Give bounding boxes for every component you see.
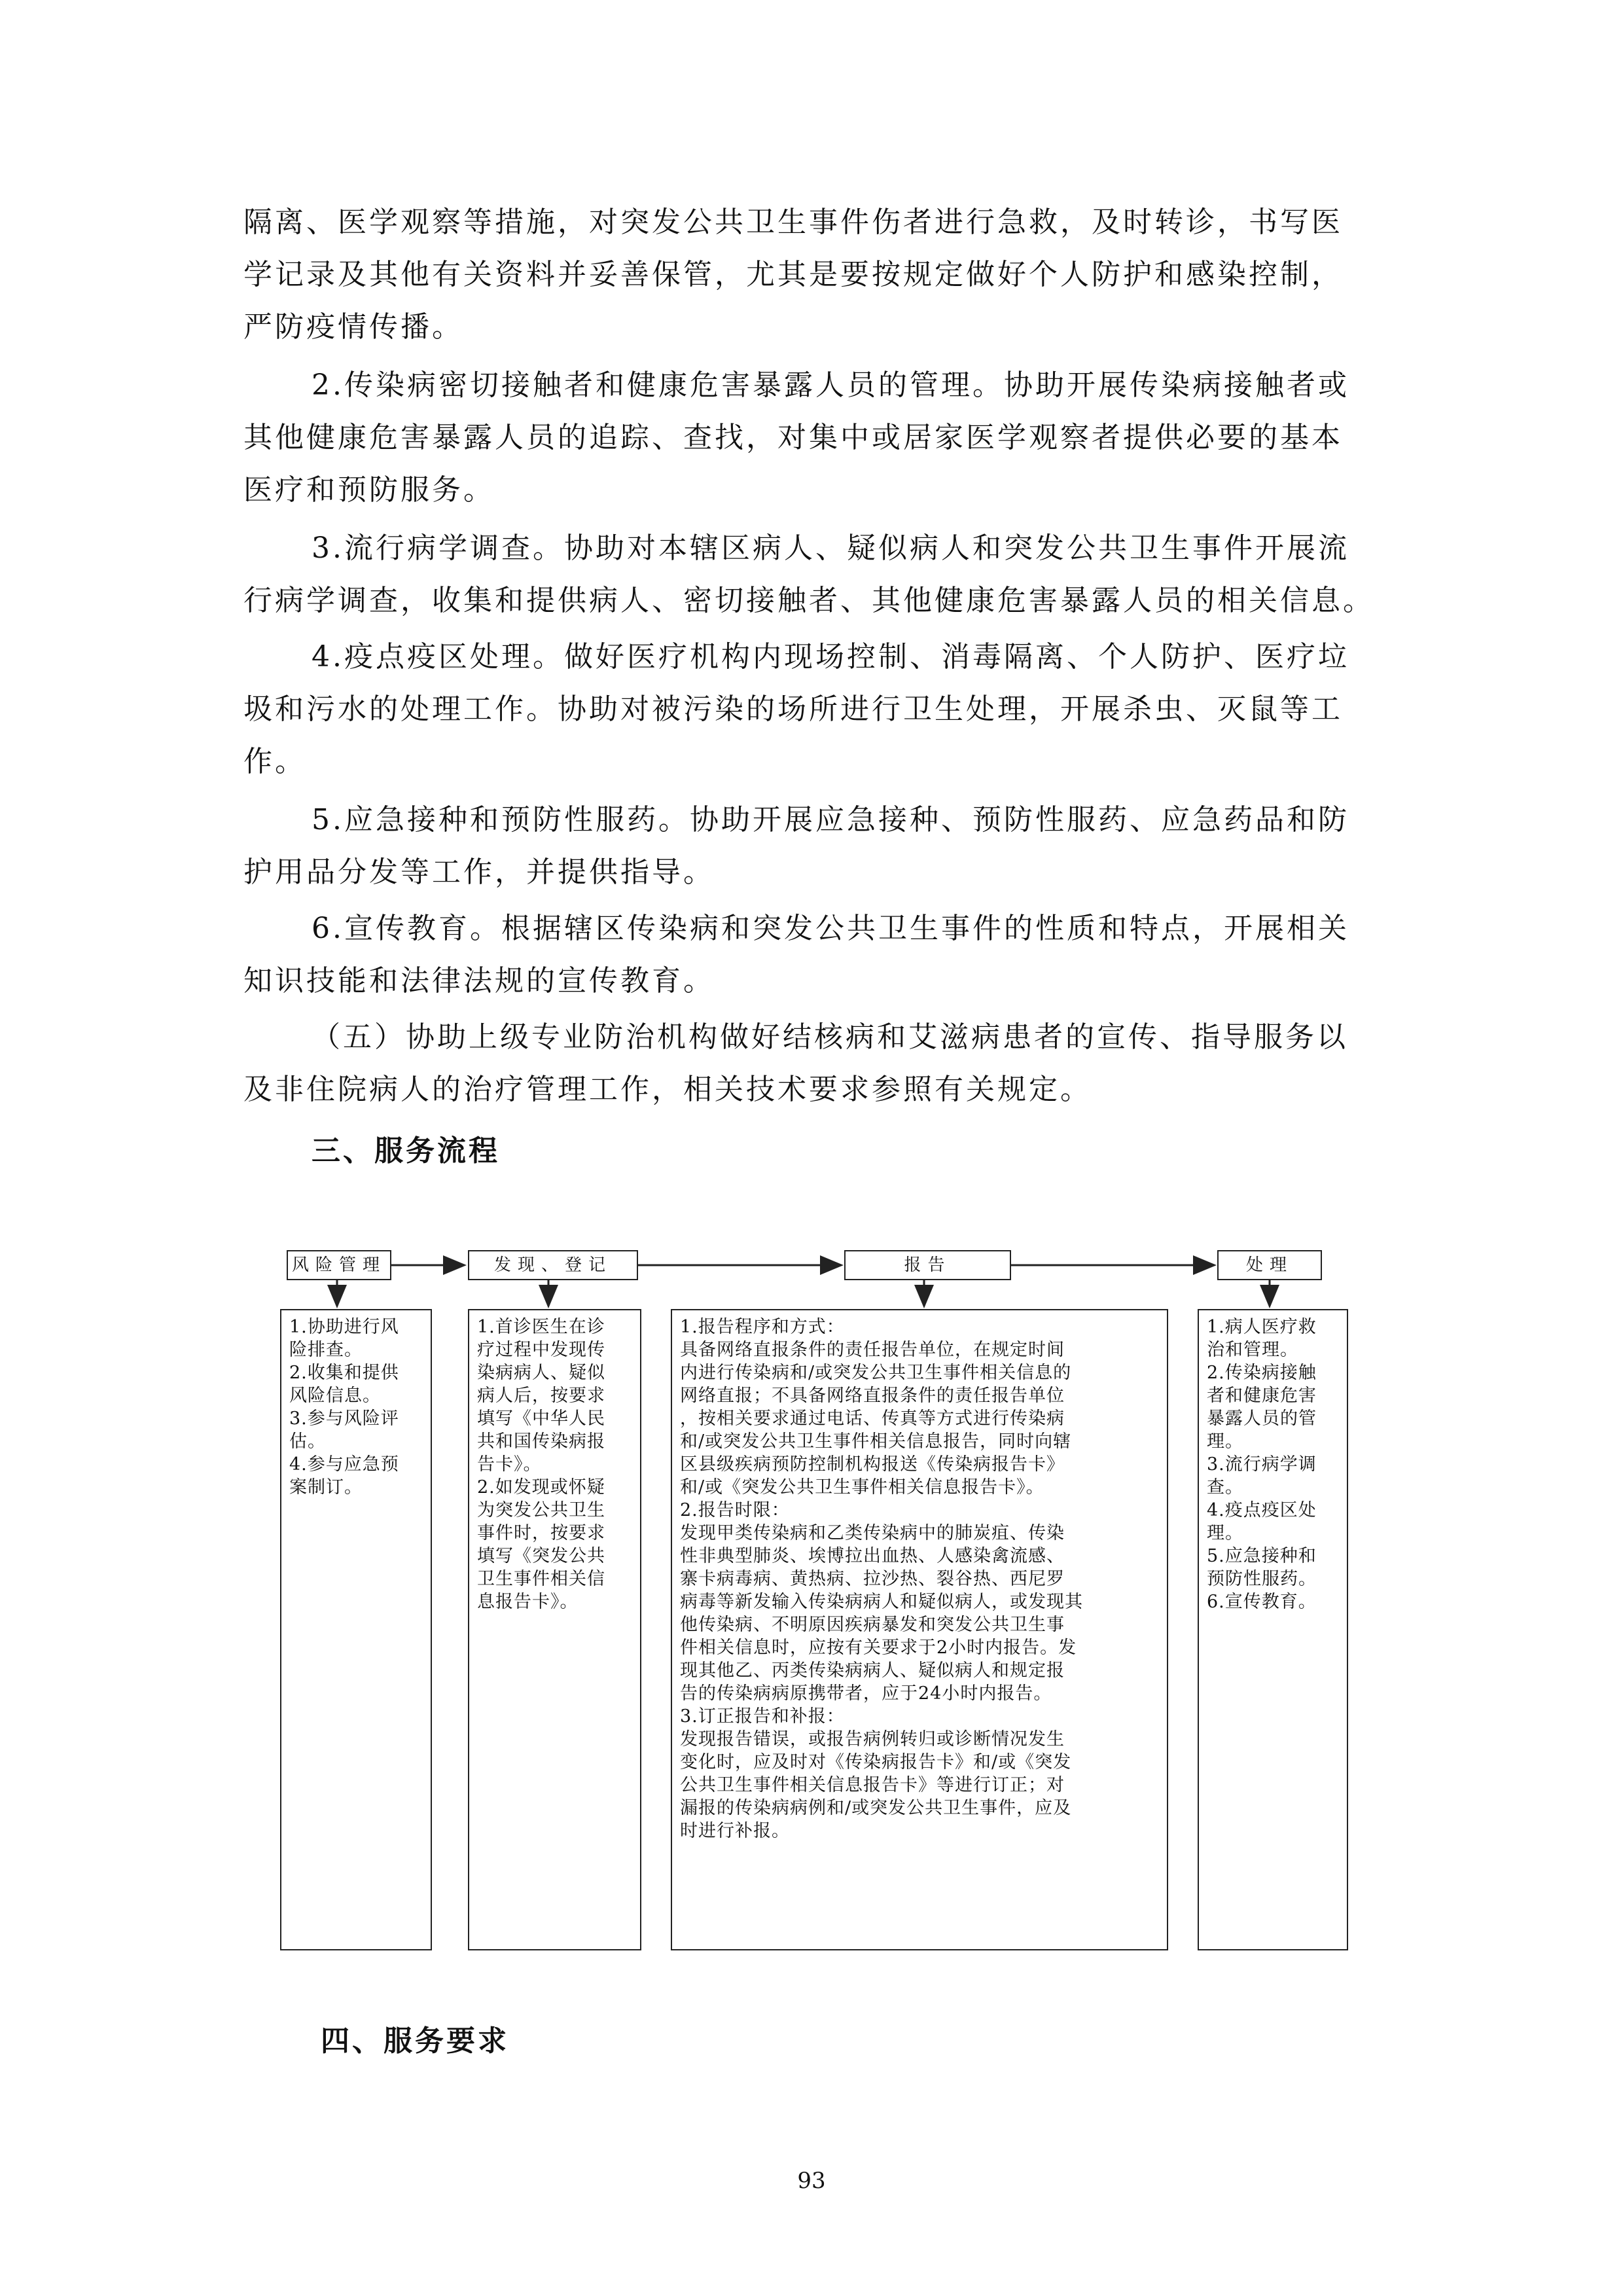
flow-column-discover xyxy=(468,1309,641,1950)
text-line: 5.应急接种和预防性服药。协助开展应急接种、预防性服药、应急药品和防 xyxy=(312,803,1349,836)
flow-item-line: 息报告卡》。 xyxy=(477,1592,579,1612)
flow-item-line: 预防性服药。 xyxy=(1207,1569,1317,1589)
flow-item-line: 疗过程中发现传 xyxy=(477,1340,605,1360)
flow-item-line: 事件时，按要求 xyxy=(477,1523,605,1543)
flow-item-line: 者和健康危害 xyxy=(1207,1386,1317,1406)
flow-item-line: 2.如发现或怀疑 xyxy=(477,1477,605,1498)
flow-item-line: 3.流行病学调 xyxy=(1207,1454,1317,1475)
flow-item-line: 和/或《突发公共卫生事件相关信息报告卡》。 xyxy=(680,1477,1044,1498)
paragraph xyxy=(243,522,1382,627)
flow-item-line: 和/或突发公共卫生事件相关信息报告，同时向辖 xyxy=(680,1431,1072,1452)
flow-item-line: 1.病人医疗救 xyxy=(1207,1317,1317,1337)
text-line: 严防疫情传播。 xyxy=(243,310,463,344)
text-line: 作。 xyxy=(243,745,306,778)
flow-item-line: 染病病人、疑似 xyxy=(477,1363,605,1383)
flow-item-line: 风险信息。 xyxy=(289,1386,381,1406)
flow-item-line: 网络直报；不具备网络直报条件的责任报告单位 xyxy=(680,1386,1065,1406)
flow-item-line: 告的传染病病原携带者，应于24小时内报告。 xyxy=(680,1683,1052,1704)
flow-item-line: 6.宣传教育。 xyxy=(1207,1592,1317,1612)
flow-header-handle: 处理 xyxy=(1217,1250,1322,1280)
flow-item-line: ，按相关要求通过电话、传真等方式进行传染病 xyxy=(680,1408,1065,1429)
flow-item-line: 现其他乙、丙类传染病病人、疑似病人和规定报 xyxy=(680,1660,1065,1681)
paragraph xyxy=(243,196,1382,353)
flow-item-line: 填写《中华人民 xyxy=(477,1408,605,1429)
section-heading-process: 三、服务流程 xyxy=(312,1134,500,1168)
flow-item-line: 卫生事件相关信 xyxy=(477,1569,605,1589)
flow-item-line: 治和管理。 xyxy=(1207,1340,1298,1360)
paragraph xyxy=(243,1011,1382,1116)
flow-item-line: 公共卫生事件相关信息报告卡》等进行订正；对 xyxy=(680,1775,1065,1795)
flow-column-handle xyxy=(1198,1309,1348,1950)
flow-item-line: 5.应急接种和 xyxy=(1207,1546,1317,1566)
flow-item-line: 查。 xyxy=(1207,1477,1243,1498)
text-line: 其他健康危害暴露人员的追踪、查找，对集中或居家医学观察者提供必要的基本 xyxy=(243,421,1343,454)
flow-item-line: 1.协助进行风 xyxy=(289,1317,399,1337)
text-line: 知识技能和法律法规的宣传教育。 xyxy=(243,964,715,997)
flow-column-risk xyxy=(280,1309,432,1950)
text-line: 学记录及其他有关资料并妥善保管，尤其是要按规定做好个人防护和感染控制， xyxy=(243,258,1343,291)
flow-item-line: 1.首诊医生在诊 xyxy=(477,1317,605,1337)
text-line: 及非住院病人的治疗管理工作，相关技术要求参照有关规定。 xyxy=(243,1073,1092,1106)
flow-item-line: 险排查。 xyxy=(289,1340,363,1360)
flow-item-line: 病人后，按要求 xyxy=(477,1386,605,1406)
text-line: 医疗和预防服务。 xyxy=(243,473,495,507)
flow-item-line: 案制订。 xyxy=(289,1477,363,1498)
flow-column-report xyxy=(671,1309,1168,1950)
page-number: 93 xyxy=(797,2168,826,2194)
flow-item-line: 发现甲类传染病和乙类传染病中的肺炭疽、传染 xyxy=(680,1523,1065,1543)
text-line: 2.传染病密切接触者和健康危害暴露人员的管理。协助开展传染病接触者或 xyxy=(312,368,1349,402)
flow-item-line: 3.参与风险评 xyxy=(289,1408,399,1429)
flow-item-line: 1.报告程序和方式： xyxy=(680,1317,845,1337)
flow-item-line: 暴露人员的管理。 xyxy=(1207,1408,1317,1452)
flow-item-line: 4.疫点疫区处 xyxy=(1207,1500,1317,1520)
flow-header-report: 报告 xyxy=(844,1250,1011,1280)
flow-item-line: 为突发公共卫生 xyxy=(477,1500,605,1520)
text-line: 圾和污水的处理工作。协助对被污染的场所进行卫生处理，开展杀虫、灭鼠等工 xyxy=(243,692,1343,726)
flow-item-line: 区县级疾病预防控制机构报送《传染病报告卡》 xyxy=(680,1454,1065,1475)
paragraph xyxy=(243,903,1382,1007)
text-line: 4.疫点疫区处理。做好医疗机构内现场控制、消毒隔离、个人防护、医疗垃 xyxy=(312,640,1349,673)
text-line: 6.宣传教育。根据辖区传染病和突发公共卫生事件的性质和特点，开展相关 xyxy=(312,912,1349,945)
flow-item-line: 性非典型肺炎、埃博拉出血热、人感染禽流感、 xyxy=(680,1546,1065,1566)
flow-item-line: 2.收集和提供 xyxy=(289,1363,399,1383)
service-flowchart xyxy=(275,1250,1400,1957)
flow-item-line: 理。 xyxy=(1207,1523,1243,1543)
text-line: 3.流行病学调查。协助对本辖区病人、疑似病人和突发公共卫生事件开展流 xyxy=(312,531,1349,565)
flow-item-line: 4.参与应急预 xyxy=(289,1454,399,1475)
flow-item-line: 共和国传染病报 xyxy=(477,1431,605,1452)
flow-item-line: 件相关信息时，应按有关要求于2小时内报告。发 xyxy=(680,1638,1077,1658)
flow-item-line: 2.传染病接触 xyxy=(1207,1363,1317,1383)
flow-item-line: 告卡》。 xyxy=(477,1454,542,1475)
text-line: （五）协助上级专业防治机构做好结核病和艾滋病患者的宣传、指导服务以 xyxy=(312,1020,1348,1054)
text-line: 隔离、医学观察等措施，对突发公共卫生事件伤者进行急救，及时转诊，书写医 xyxy=(243,206,1343,239)
flow-item-line: 漏报的传染病病例和/或突发公共卫生事件，应及 xyxy=(680,1798,1072,1818)
paragraph xyxy=(243,631,1382,788)
flow-item-line: 具备网络直报条件的责任报告单位，在规定时间 xyxy=(680,1340,1065,1360)
flow-item-line: 3.订正报告和补报： xyxy=(680,1706,845,1727)
flow-item-line: 内进行传染病和/或突发公共卫生事件相关信息的 xyxy=(680,1363,1072,1383)
flow-item-line: 病毒等新发输入传染病病人和疑似病人，或发现其 xyxy=(680,1592,1083,1612)
flow-item-line: 变化时，应及时对《传染病报告卡》和/或《突发 xyxy=(680,1752,1072,1772)
text-line: 行病学调查，收集和提供病人、密切接触者、其他健康危害暴露人员的相关信息。 xyxy=(243,584,1374,617)
text-line: 护用品分发等工作，并提供指导。 xyxy=(243,855,715,889)
flow-item-line: 寨卡病毒病、黄热病、拉沙热、裂谷热、西尼罗 xyxy=(680,1569,1065,1589)
section-heading-requirements: 四、服务要求 xyxy=(321,2024,509,2058)
flow-item-line: 估。 xyxy=(289,1431,326,1452)
flow-header-risk: 风险管理 xyxy=(287,1250,391,1280)
flow-item-line: 填写《突发公共 xyxy=(477,1546,605,1566)
flow-item-line: 发现报告错误，或报告病例转归或诊断情况发生 xyxy=(680,1729,1065,1749)
paragraph xyxy=(243,794,1382,899)
flow-item-line: 时进行补报。 xyxy=(680,1821,790,1841)
flow-item-line: 2.报告时限： xyxy=(680,1500,790,1520)
flow-header-discover: 发现、登记 xyxy=(468,1250,638,1280)
flow-item-line: 他传染病、不明原因疾病暴发和突发公共卫生事 xyxy=(680,1615,1065,1635)
paragraph xyxy=(243,359,1382,516)
